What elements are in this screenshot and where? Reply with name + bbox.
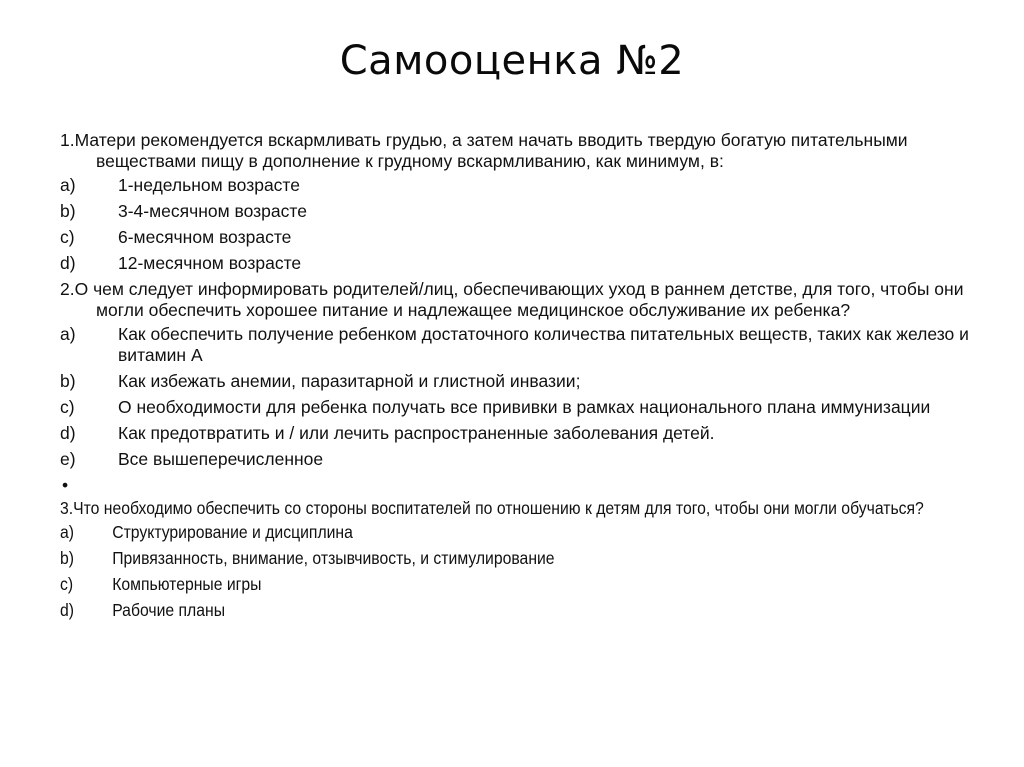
option-label: a) xyxy=(60,175,76,195)
option-label: c) xyxy=(60,227,75,247)
question-text: 3.Что необходимо обеспечить со стороны воспитателей по отношению к детям для того, чтобы они могли обучаться? xyxy=(60,498,924,518)
question-1 xyxy=(60,130,980,274)
option-label: d) xyxy=(60,423,76,443)
option-text: Как избежать анемии, паразитарной и глистной инвазии; xyxy=(118,371,581,391)
question-text: 2.О чем следует информировать родителей/лиц, обеспечивающих уход в раннем детстве, для того, чтобы они могли обеспечить хорошее питание и надлежащее медицинское обслуживание их ребенка? xyxy=(60,279,964,320)
option-label: b) xyxy=(60,371,76,391)
option-label: c) xyxy=(60,397,75,417)
option-text: Как обеспечить получение ребенком достаточного количества питательных веществ, таких как железо и витамин А xyxy=(118,324,969,365)
option-text: Как предотвратить и / или лечить распространенные заболевания детей. xyxy=(118,423,715,443)
option-text: Рабочие планы xyxy=(112,600,226,620)
option-label: d) xyxy=(60,253,76,273)
option-label: a) xyxy=(60,324,76,344)
option-text: О необходимости для ребенка получать все прививки в рамках национального плана иммунизации xyxy=(118,397,931,417)
option-text: Компьютерные игры xyxy=(112,574,262,594)
option-a xyxy=(60,522,960,543)
option-text: Все вышеперечисленное xyxy=(118,449,324,469)
option-e xyxy=(60,449,980,470)
option-c xyxy=(60,397,980,418)
question-3 xyxy=(60,498,960,621)
option-text: Структурирование и дисциплина xyxy=(112,522,353,542)
option-d xyxy=(60,253,980,274)
option-d xyxy=(60,423,980,444)
option-label: e) xyxy=(60,449,76,469)
option-d xyxy=(60,600,960,621)
slide-title: Самооценка №2 xyxy=(339,38,685,84)
option-b xyxy=(60,201,980,222)
option-c xyxy=(60,574,960,595)
option-text: Привязанность, внимание, отзывчивость, и стимулирование xyxy=(112,548,555,568)
option-b xyxy=(60,548,960,569)
option-label: a) xyxy=(60,522,75,542)
option-text: 3-4-месячном возрасте xyxy=(118,201,307,221)
question-2 xyxy=(60,279,980,470)
question-text: 1.Матери рекомендуется вскармливать грудью, а затем начать вводить твердую богатую питательными веществами пищу в дополнение к грудному вскармливанию, как минимум, в: xyxy=(60,130,908,171)
option-a xyxy=(60,175,980,196)
option-label: d) xyxy=(60,600,75,620)
option-text: 1-недельном возрасте xyxy=(118,175,300,195)
option-c xyxy=(60,227,980,248)
option-label: b) xyxy=(60,548,75,568)
option-b xyxy=(60,371,980,392)
slide-content xyxy=(60,130,980,626)
option-text: 6-месячном возрасте xyxy=(118,227,292,247)
option-a xyxy=(60,324,980,366)
option-label: c) xyxy=(60,574,74,594)
empty-bullet: • xyxy=(62,475,69,495)
option-label: b) xyxy=(60,201,76,221)
option-text: 12-месячном возрасте xyxy=(118,253,302,273)
